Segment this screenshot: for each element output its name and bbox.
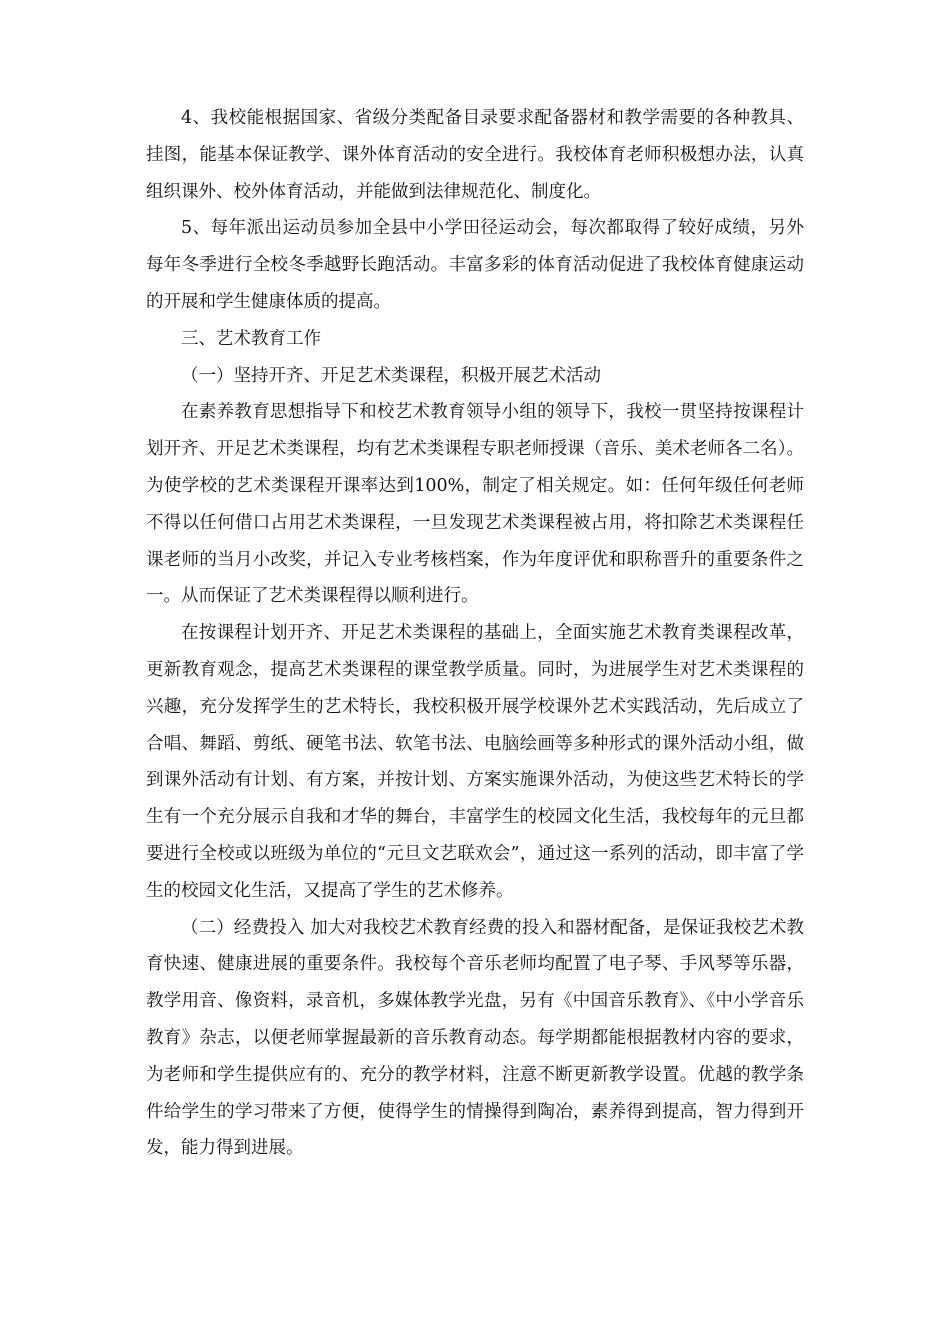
subheading-art-courses: （一）坚持开齐、开足艺术类课程，积极开展艺术活动	[181, 365, 601, 386]
section-heading-art-education: 三、艺术教育工作	[181, 328, 321, 349]
document-body	[146, 100, 804, 1167]
paragraph-course-policy: 在素养教育思想指导下和校艺术教育领导小组的领导下，我校一贯坚持按课程计划开齐、开足艺术类课程，均有艺术类课程专职老师授课（音乐、美术老师各二名）。为使学校的艺术类课程开课率达到100%，制定了相关规定。如：任何年级任何老师不得以任何借口占用艺术类课程，一旦发现艺术类课程被占用，将扣除艺术类课程任课老师的当月小改奖，并记入专业考核档案，作为年度评优和职称晋升的重要条件之一。从而保证了艺术类课程得以顺利进行。	[146, 402, 804, 607]
paragraph-equipment: 4、我校能根据国家、省级分类配备目录要求配备器材和教学需要的各种教具、挂图，能基本保证教学、课外体育活动的安全进行。我校体育老师积极想办法，认真组织课外、校外体育活动，并能做到法律规范化、制度化。	[146, 108, 804, 202]
paragraph-extracurricular: 在按课程计划开齐、开足艺术类课程的基础上，全面实施艺术教育类课程改革，更新教育观念，提高艺术类课程的课堂教学质量。同时，为进展学生对艺术类课程的兴趣，充分发挥学生的艺术特长，我校积极开展学校课外艺术实践活动，先后成立了合唱、舞蹈、剪纸、硬笔书法、软笔书法、电脑绘画等多种形式的课外活动小组，做到课外活动有计划、有方案，并按计划、方案实施课外活动，为使这些艺术特长的学生有一个充分展示自我和才华的舞台，丰富学生的校园文化生活，我校每年的元旦都要进行全校或以班级为单位的“元旦文艺联欢会”，通过这一系列的活动，即丰富了学生的校园文化生活，又提高了学生的艺术修养。	[146, 623, 804, 901]
paragraph-funding: （二）经费投入 加大对我校艺术教育经费的投入和器材配备，是保证我校艺术教育快速、健康进展的重要条件。我校每个音乐老师均配置了电子琴、手风琴等乐器，教学用音、像资料，录音机，多媒体教学光盘，另有《中国音乐教育》、《中小学音乐教育》杂志，以便老师掌握最新的音乐教育动态。每学期都能根据教材内容的要求，为老师和学生提供应有的、充分的教学材料，注意不断更新教学设置。优越的教学条件给学生的学习带来了方便，使得学生的情操得到陶冶，素养得到提高，智力得到开发，能力得到进展。	[146, 917, 804, 1159]
paragraph-athletics: 5、每年派出运动员参加全县中小学田径运动会，每次都取得了较好成绩，另外每年冬季进行全校冬季越野长跑活动。丰富多彩的体育活动促进了我校体育健康运动的开展和学生健康体质的提高。	[146, 218, 804, 312]
